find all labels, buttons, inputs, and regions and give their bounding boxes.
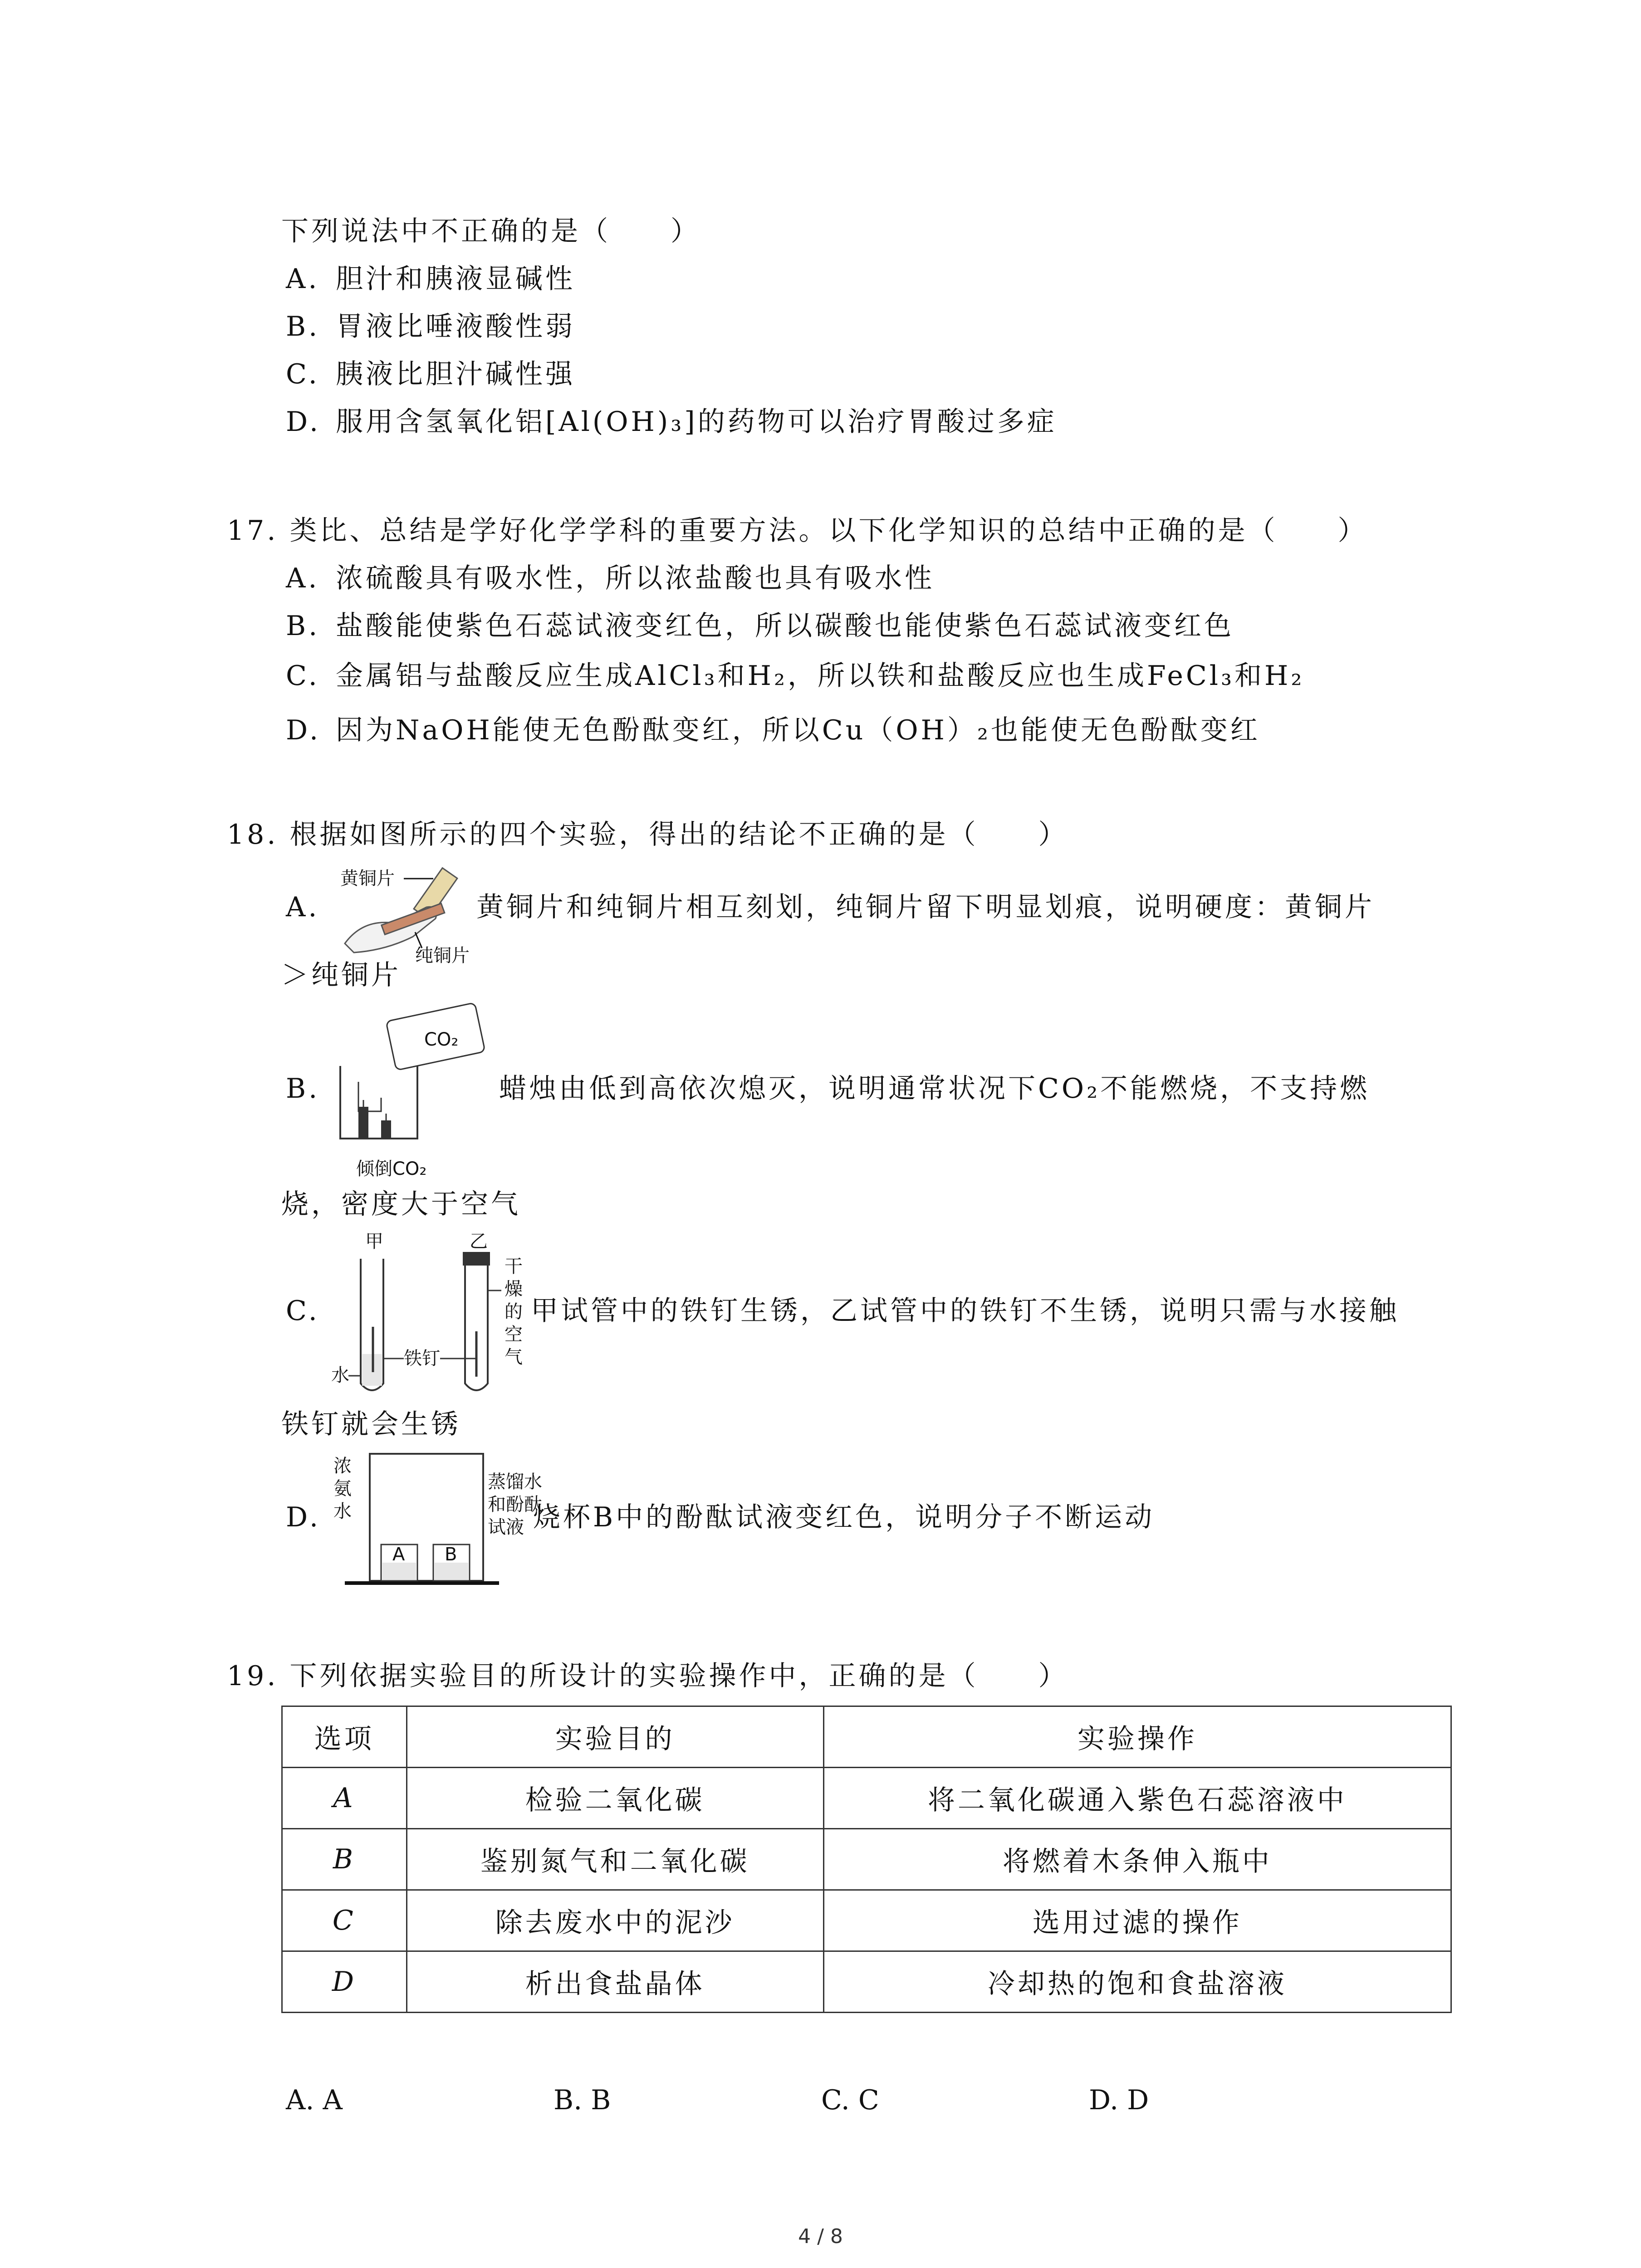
figure-caption: 倾倒CO₂ [356, 1158, 427, 1179]
q16-option-b [286, 308, 575, 345]
figure-label: 黄铜片 [340, 868, 395, 889]
option-letter: C. [286, 660, 320, 692]
option-letter: B. [286, 311, 320, 342]
option-letter: A. [286, 562, 320, 594]
left-label-char: 浓 [333, 1456, 352, 1476]
table-cell-purpose: 检验二氧化碳 [407, 1768, 823, 1829]
option-letter: B. [286, 610, 320, 642]
q16-option-a [286, 261, 575, 297]
option-text: 因为NaOH能使无色酚酞变红，所以Cu（OH）₂也能使无色酚酞变红 [336, 714, 1260, 746]
dry-air-char: 的 [505, 1301, 523, 1322]
option-text: 盐酸能使紫色石蕊试液变红色，所以碳酸也能使紫色石蕊试液变红色 [336, 610, 1234, 642]
table-cell-option: B [282, 1829, 407, 1890]
q18-d-text: 烧杯B中的酚酞试液变红色，说明分子不断运动 [533, 1501, 1155, 1533]
q19-answer-b: B. B [554, 2084, 611, 2116]
page-number: 4 / 8 [798, 2225, 843, 2248]
dry-air-char: 气 [505, 1347, 523, 1368]
table-cell-option: C [282, 1890, 407, 1951]
q19-table [281, 1706, 1452, 2013]
q18-stem: 18. 根据如图所示的四个实验，得出的结论不正确的是（ ） [227, 819, 1068, 850]
tube-label-yi: 乙 [470, 1231, 488, 1252]
table-row [282, 1829, 1451, 1890]
option-letter: C. [286, 358, 320, 390]
q18-b-letter: B. [286, 1073, 320, 1105]
q18-a-letter: A. [286, 891, 320, 923]
bottle-label: CO₂ [424, 1029, 459, 1050]
q18-a-text: 黄铜片和纯铜片相互刻划，纯铜片留下明显划痕，说明硬度：黄铜片 [476, 891, 1375, 923]
q17-option-c [286, 658, 1304, 694]
table-row [282, 1890, 1451, 1951]
table-cell-option: D [282, 1951, 407, 2013]
q19-answer-d: D. D [1089, 2084, 1149, 2116]
table-cell-purpose: 鉴别氮气和二氧化碳 [407, 1829, 823, 1890]
q18-b-text-cont: 烧，密度大于空气 [281, 1188, 521, 1220]
option-letter: D. [286, 714, 321, 746]
q18-c-letter: C. [286, 1295, 320, 1327]
table-row [282, 1951, 1451, 2013]
q17-option-b [286, 608, 1234, 644]
co2-candle-figure [331, 1002, 513, 1181]
option-letter: A. [286, 263, 320, 295]
option-text: 胆汁和胰液显碱性 [336, 263, 575, 295]
option-letter: D. [286, 406, 321, 438]
dry-air-char: 干 [505, 1256, 523, 1277]
left-label-char: 氨 [333, 1478, 352, 1499]
q17-stem: 17. 类比、总结是学好化学学科的重要方法。以下化学知识的总结中正确的是（ ） [227, 515, 1368, 547]
table-cell-operation: 将燃着木条伸入瓶中 [823, 1829, 1451, 1890]
dry-air-char: 燥 [505, 1279, 523, 1300]
nail-label: 铁钉 [404, 1348, 440, 1369]
right-label-line: 和酚酞 [488, 1494, 542, 1515]
q18-c-text: 甲试管中的铁钉生锈，乙试管中的铁钉不生锈，说明只需与水接触 [531, 1295, 1399, 1327]
q19-answer-a: A. A [286, 2084, 343, 2116]
table-header-cell: 实验操作 [823, 1706, 1451, 1768]
option-text: 胃液比唾液酸性弱 [336, 311, 575, 342]
tube-label-jia: 甲 [365, 1231, 383, 1252]
q17-option-a [286, 560, 935, 596]
q19-stem: 19. 下列依据实验目的所设计的实验操作中，正确的是（ ） [227, 1660, 1068, 1692]
q16-stem: 下列说法中不正确的是（ ） [281, 215, 700, 247]
right-label-line: 蒸馏水 [488, 1471, 542, 1492]
iron-nail-rust-figure [331, 1227, 540, 1406]
ammonia-diffusion-figure [327, 1449, 544, 1601]
q18-d-letter: D. [286, 1501, 321, 1533]
table-cell-operation: 将二氧化碳通入紫色石蕊溶液中 [823, 1768, 1451, 1829]
right-label-line: 试液 [488, 1517, 524, 1538]
table-cell-operation: 选用过滤的操作 [823, 1890, 1451, 1951]
table-header-cell: 选项 [282, 1706, 407, 1768]
q18-a-text-cont: ＞纯铜片 [281, 959, 401, 991]
table-row [282, 1768, 1451, 1829]
q19-answer-c: C. C [821, 2084, 879, 2116]
table-cell-purpose: 析出食盐晶体 [407, 1951, 823, 2013]
table-cell-operation: 冷却热的饱和食盐溶液 [823, 1951, 1451, 2013]
q16-option-d [286, 404, 1057, 440]
figure-label: 纯铜片 [415, 945, 470, 966]
table-cell-option: A [282, 1768, 407, 1829]
beaker-label-a: A [392, 1544, 405, 1565]
q16-option-c [286, 356, 575, 392]
table-header-cell: 实验目的 [407, 1706, 823, 1768]
water-label: 水 [331, 1365, 349, 1386]
brass-copper-scratch-figure [336, 864, 485, 966]
option-text: 服用含氢氧化铝[Al(OH)₃]的药物可以治疗胃酸过多症 [336, 406, 1057, 438]
q18-c-text-cont: 铁钉就会生锈 [281, 1408, 461, 1440]
beaker-label-b: B [445, 1544, 457, 1565]
option-text: 胰液比胆汁碱性强 [336, 358, 575, 390]
table-cell-purpose: 除去废水中的泥沙 [407, 1890, 823, 1951]
q18-b-text: 蜡烛由低到高依次熄灭，说明通常状况下CO₂不能燃烧，不支持燃 [499, 1073, 1370, 1105]
dry-air-char: 空 [505, 1324, 523, 1345]
option-text: 浓硫酸具有吸水性，所以浓盐酸也具有吸水性 [336, 562, 935, 594]
left-label-char: 水 [333, 1501, 352, 1522]
table-header-row [282, 1706, 1451, 1768]
option-text: 金属铝与盐酸反应生成AlCl₃和H₂，所以铁和盐酸反应也生成FeCl₃和H₂ [336, 660, 1305, 692]
q17-option-d [286, 712, 1260, 748]
